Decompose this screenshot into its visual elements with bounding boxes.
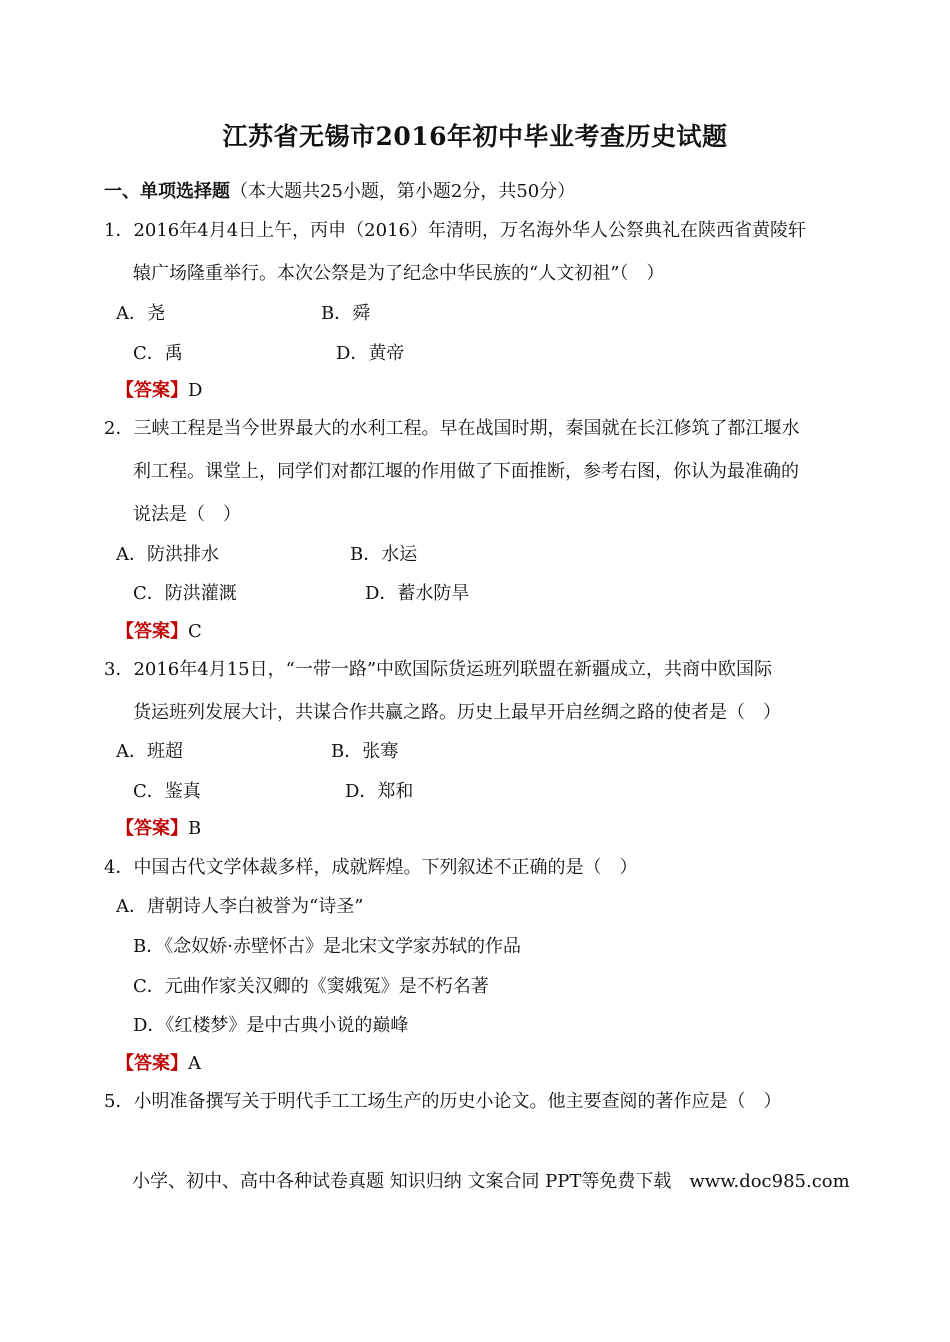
question-4-option-b: B．《念奴娇·赤壁怀古》是北宋文学家苏轼的作品 [133,936,521,957]
question-3-option-b: B．张骞 [331,741,399,762]
question-2-line-2: 利工程。课堂上，同学们对都江堰的作用做了下面推断，参考右图，你认为最准确的 [133,461,799,482]
answer-tag: 【答案】 [116,818,188,839]
question-4-option-c: C．元曲作家关汉卿的《窦娥冤》是不朽名著 [133,976,489,997]
section-heading [104,180,575,204]
question-3-answer [116,817,201,841]
answer-value: D [188,380,203,401]
answer-value: A [188,1053,201,1074]
section-note: （本大题共25小题，第小题2分，共50分） [230,181,576,202]
question-1-option-a: A．尧 [116,303,165,324]
answer-tag: 【答案】 [116,621,188,642]
question-3-option-a: A．班超 [116,741,183,762]
question-2-option-b: B．水运 [350,544,418,565]
question-1-option-c: C．禹 [133,343,183,364]
section-heading-text: 一、单项选择题 [104,181,230,202]
answer-tag: 【答案】 [116,1053,188,1074]
question-2-answer [116,620,202,644]
question-1-line-2: 辕广场隆重举行。本次公祭是为了纪念中华民族的“人文初祖”（ ） [133,263,665,284]
question-2-line-3: 说法是（ ） [133,504,241,525]
question-2-option-c: C．防洪灌溉 [133,583,237,604]
question-1-line-1: 1．2016年4月4日上午，丙申（2016）年清明，万名海外华人公祭典礼在陕西省黄陵轩 [104,220,806,241]
question-3-line-2: 货运班列发展大计，共谋合作共赢之路。历史上最早开启丝绸之路的使者是（ ） [133,702,781,723]
question-3-option-d: D．郑和 [345,781,414,802]
question-2-line-1: 2．三峡工程是当今世界最大的水利工程。早在战国时期，秦国就在长江修筑了都江堰水 [104,418,800,439]
question-5-line-1: 5．小明准备撰写关于明代手工工场生产的历史小论文。他主要查阅的著作应是（ ） [104,1091,782,1112]
question-4-option-a: A．唐朝诗人李白被誉为“诗圣” [116,896,364,917]
answer-value: C [188,621,202,642]
answer-value: B [188,818,202,839]
question-3-line-1: 3．2016年4月15日，“一带一路”中欧国际货运班列联盟在新疆成立，共商中欧国际 [104,659,773,680]
question-4-option-d: D．《红楼梦》是中古典小说的巅峰 [133,1015,409,1036]
question-2-option-d: D．蓄水防旱 [365,583,470,604]
page-footer: 小学、初中、高中各种试卷真题 知识归纳 文案合同 PPT等免费下载 www.doc985.com [132,1171,850,1192]
question-3-option-c: C．鉴真 [133,781,201,802]
question-4-line-1: 4．中国古代文学体裁多样，成就辉煌。下列叙述不正确的是（ ） [104,857,638,878]
question-1-option-d: D．黄帝 [336,343,405,364]
question-2-option-a: A．防洪排水 [116,544,219,565]
page-title: 江苏省无锡市2016年初中毕业考查历史试题 [222,122,728,151]
answer-tag: 【答案】 [116,380,188,401]
question-1-answer [116,379,202,403]
question-4-answer [116,1052,201,1076]
question-1-option-b: B．舜 [321,303,371,324]
